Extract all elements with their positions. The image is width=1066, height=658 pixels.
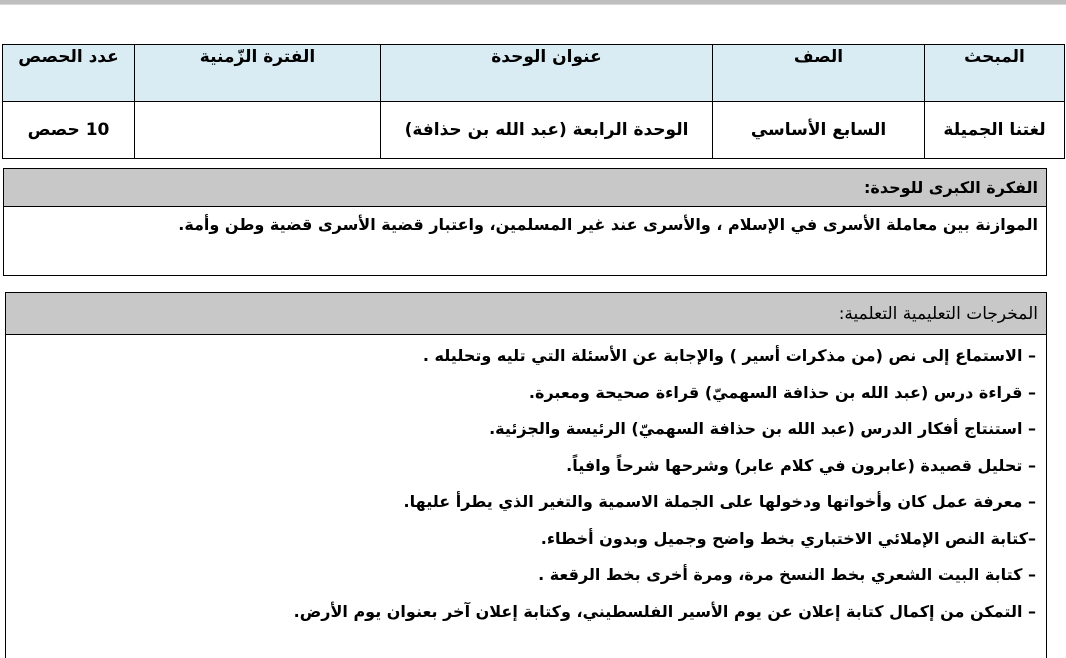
- outcome-item: – قراءة درس (عبد الله بن حذافة السهميّ) قراءة صحيحة ومعبرة.: [528, 382, 1036, 402]
- outcome-item: – التمكن من إكمال كتابة إعلان عن يوم الأسير الفلسطيني، وكتابة إعلان آخر بعنوان يوم الأرض.: [293, 601, 1036, 621]
- learning-outcomes-list: [6, 335, 1046, 630]
- outcome-item: – استنتاج أفكار الدرس (عبد الله بن حذافة السهميّ) الرئيسة والجزئية.: [489, 419, 1036, 438]
- subject-header: المبحث: [925, 45, 1065, 102]
- learning-outcomes-heading: المخرجات التعليمية التعلمية:: [6, 293, 1046, 335]
- time-period-value: [135, 102, 381, 159]
- grade-value: السابع الأساسي: [713, 102, 925, 159]
- unit-info-table: [2, 44, 1065, 159]
- learning-outcomes-box: [5, 292, 1047, 658]
- unit-title-value: الوحدة الرابعة (عبد الله بن حذافة): [381, 102, 713, 159]
- outcome-item: – معرفة عمل كان وأخواتها ودخولها على الجملة الاسمية والتغير الذي يطرأ عليها.: [403, 492, 1036, 511]
- grade-header: الصف: [713, 45, 925, 102]
- big-idea-text: الموازنة بين معاملة الأسرى في الإسلام ، والأسرى عند غير المسلمين، واعتبار قضية الأسرى قضية وطن وأمة.: [178, 215, 1038, 234]
- big-idea-box: [3, 168, 1047, 276]
- outcome-item: – تحليل قصيدة (عابرون في كلام عابر) وشرحها شرحاً وافياً.: [566, 455, 1036, 475]
- table-value-row: [3, 102, 1065, 159]
- subject-value: لغتنا الجميلة: [925, 102, 1065, 159]
- table-header-row: [3, 45, 1065, 102]
- outcome-item: –كتابة النص الإملائي الاختباري بخط واضح وجميل وبدون أخطاء.: [540, 528, 1036, 548]
- unit-title-header: عنوان الوحدة: [381, 45, 713, 102]
- outcome-item: – الاستماع إلى نص (من مذكرات أسير ) والإجابة عن الأسئلة التي تليه وتحليله .: [422, 346, 1036, 365]
- time-period-header: الفترة الزّمنية: [135, 45, 381, 102]
- top-border: [0, 0, 1066, 5]
- sessions-count-header: عدد الحصص: [3, 45, 135, 102]
- sessions-count-value: 10 حصص: [3, 102, 135, 159]
- outcome-item: – كتابة البيت الشعري بخط النسخ مرة، ومرة أخرى بخط الرقعة .: [538, 565, 1036, 584]
- big-idea-heading: الفكرة الكبرى للوحدة:: [4, 169, 1046, 207]
